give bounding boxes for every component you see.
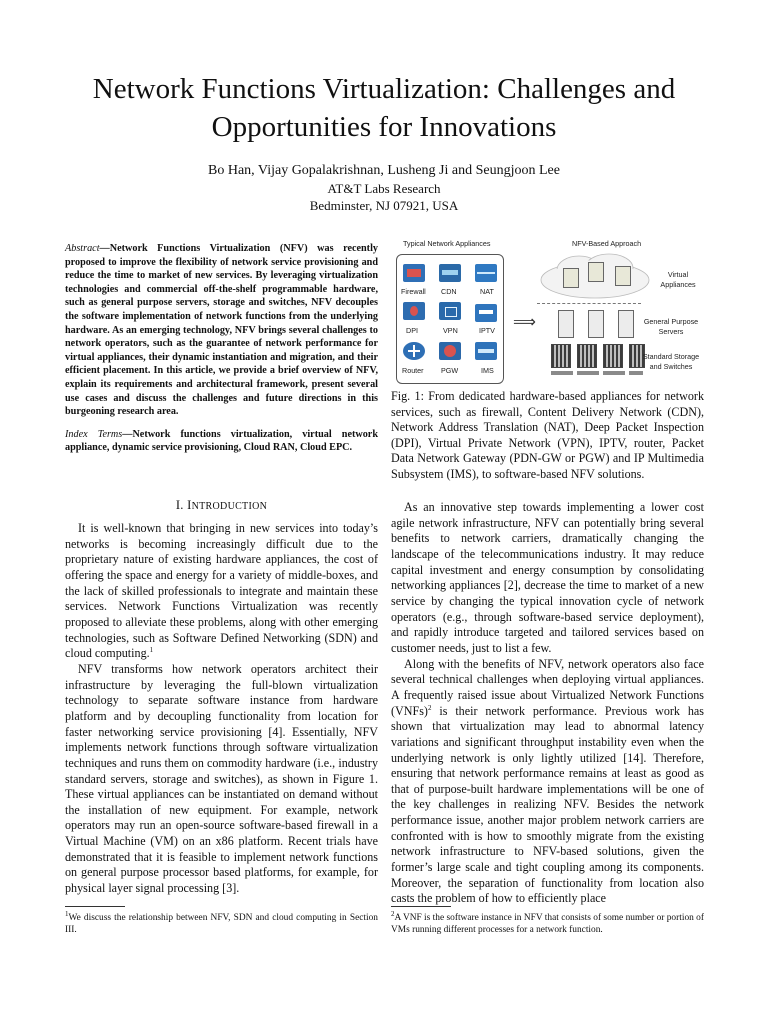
storage-label-2: and Switches xyxy=(649,362,693,371)
index-terms-text: —Network functions virtualization, virtual network appliance, dynamic service provisioning, Cloud RAN, Cloud EPC. xyxy=(65,428,378,454)
footnote-right-text: A VNF is the software instance in NFV that consists of some number or portion of VMs running different processes for a network function. xyxy=(391,913,704,935)
firewall-icon xyxy=(403,264,425,282)
challenges-text-a: Along with the benefits of NFV, network operators also face several technical challenges when deploying virtual appliances. A frequently raised issue about Virtualized Network Functions (VNFs) xyxy=(391,656,704,718)
servers-label-2: Servers xyxy=(658,327,684,336)
index-terms-label: Index Terms xyxy=(65,428,123,440)
ims-icon xyxy=(475,342,497,360)
cdn-icon xyxy=(439,264,461,282)
virtual-appliances-label-1: Virtual xyxy=(667,270,689,279)
section-title-initial: I xyxy=(187,498,192,512)
virtual-appliance-icon xyxy=(563,268,579,288)
storage-icon xyxy=(603,344,623,368)
footnote-rule-right xyxy=(391,906,451,907)
footnote-ref-2: 2 xyxy=(427,703,432,712)
vpn-icon xyxy=(439,302,461,320)
index-terms xyxy=(65,428,378,455)
right-column-body xyxy=(391,500,704,907)
transform-arrow-icon: ⟹ xyxy=(513,312,536,331)
switch-icon xyxy=(551,371,643,375)
appliance-label-nat: NAT xyxy=(480,287,494,296)
section-heading-introduction xyxy=(65,497,378,515)
appliance-label-vpn: VPN xyxy=(443,326,458,335)
figure-left-title: Typical Network Appliances xyxy=(403,239,491,248)
server-icon xyxy=(588,310,604,338)
footnote-left xyxy=(65,909,378,936)
virtual-appliance-icon xyxy=(588,262,604,282)
footnote-right xyxy=(391,909,704,936)
server-icon xyxy=(618,310,634,338)
appliance-label-firewall: Firewall xyxy=(401,287,426,296)
intro-paragraph-1 xyxy=(65,521,378,662)
footnote-mark-2: 2 xyxy=(391,909,395,918)
storage-icon xyxy=(577,344,597,368)
router-icon xyxy=(403,342,425,360)
location: Bedminster, NJ 07921, USA xyxy=(309,198,459,213)
paper-title-line-1: Network Functions Virtualization: Challenges and xyxy=(92,73,676,105)
left-column-body xyxy=(65,521,378,897)
pgw-icon xyxy=(439,342,461,360)
footnote-ref-1: 1 xyxy=(149,646,154,655)
intro-paragraph-1-text: It is well-known that bringing in new services into today’s networks is becoming increasingly difficult due to the proprietary nature of existing hardware appliances, the cost of offering the space and energy for a variety of middle-boxes, and the lack of skilled professionals to integrate and maintain these services. Network Functions Virtualization was recently proposed to alleviate these problems, along with other emerging technologies, such as Software Defined Networking (SDN) and cloud computing. xyxy=(65,521,378,661)
abstract xyxy=(65,242,378,419)
iptv-icon xyxy=(475,304,497,322)
paper-title-line-2: Opportunities for Innovations xyxy=(211,111,557,143)
footnote-rule-left xyxy=(65,906,125,907)
abstract-label: Abstract xyxy=(65,243,100,254)
abstract-text: —Network Functions Virtualization (NFV) was recently proposed to improve the flexibility of network service provisioning and reduce the time to market of new services. By leveraging virtualization technologies and commercial off-the-shelf programmable hardware, such as general purpose servers, storage and switches, NFV decouples the software implementation of network functions from the underlying hardware. As an emerging technology, NFV brings several challenges to network operators, such as the guarantee of network performance for virtual appliances, their dynamic instantiation and migration, and their efficient placement. In this article, we provide a brief overview of NFV, explain its requirements and architectural framework, present several use cases and discuss the challenges and future directions in this burgeoning research area. xyxy=(65,243,378,418)
server-icon xyxy=(558,310,574,338)
appliance-label-iptv: IPTV xyxy=(479,326,495,335)
section-title-rest: NTRODUCTION xyxy=(191,501,268,512)
storage-label-1: Standard Storage xyxy=(642,352,700,361)
virtual-appliances-label-2: Appliances xyxy=(660,280,696,289)
intro-paragraph-2: NFV transforms how network operators architect their infrastructure by leveraging the full-blown virtualization technology to separate software instance from hardware platform and by decoupling functionality from location for faster networking service provisioning [4]. Essentially, NFV implements network functions through software virtualization techniques and runs them on commodity hardware (i.e., industry standard servers, storage and switches), as shown in Figure 1. These virtual appliances can be instantiated on demand without the installation of new equipment. For example, network operators may run an open-source software-based firewall in a Virtual Machine (VM) on an x86 platform. Recent trials have demonstrated that it is feasible to implement network functions on general purpose processor based platforms, for example, for physical layer signal processing [3]. xyxy=(65,661,378,896)
body-paragraph-benefits: As an innovative step towards implementing a lower cost agile network infrastructure, NFV can potentially bring several benefits to network carriers, dramatically changing the landscape of the telecommunications industry. It may reduce capital investment and energy consumption by consolidating networking appliances [2], decrease the time to market of a new service by changing the typical innovation cycle of network operators (e.g., through software-based service deployment), and rapidly introduce targeted and tailored services based on customer needs, just to list a few. xyxy=(391,500,704,655)
appliance-label-cdn: CDN xyxy=(441,287,457,296)
virtual-appliance-icon xyxy=(615,266,631,286)
appliance-label-pgw: PGW xyxy=(441,366,459,375)
abstract-block xyxy=(65,242,378,455)
body-paragraph-challenges xyxy=(391,657,704,908)
section-number: I. xyxy=(175,498,188,512)
figure-1 xyxy=(391,232,709,384)
challenges-text-b: is their network performance. Previous work has shown that virtualization may lead to abnormal latency variations and significant throughput instability even when the underlying network is only lightly utilized [14]. Therefore, ensuring that network performance remains at least as good as that of purpose-built hardware implementations will be one of the key challenges in realizing NFV. Besides the network performance issue, another major problem network carriers are confronted with is how to smoothly migrate from the existing network infrastructure to NFV-based solutions, given the former’s large scale and tight coupling among its components. Moreover, the separation of functionality from location also casts the problem of how to efficiently place xyxy=(391,703,704,906)
affiliation: AT&T Labs Research xyxy=(327,181,441,196)
figure-1-caption: Fig. 1: From dedicated hardware-based appliances for network services, such as firewall, Content Delivery Network (CDN), Network Address Translation (NAT), Deep Packet Inspection (DPI), Virtual Private Network (VPN), IPTV, router, Packet Data Network Gateway (PDN-GW or PGW) and IP Multimedia Subsystem (IMS), to software-based NFV solutions. xyxy=(391,389,704,481)
authors: Bo Han, Vijay Gopalakrishnan, Lusheng Ji and Seungjoon Lee xyxy=(208,163,560,178)
dpi-icon xyxy=(403,302,425,320)
storage-icon xyxy=(551,344,571,368)
appliance-label-ims: IMS xyxy=(481,366,494,375)
appliance-label-dpi: DPI xyxy=(406,326,418,335)
footnote-left-text: We discuss the relationship between NFV, SDN and cloud computing in Section III. xyxy=(65,913,378,935)
appliance-label-router: Router xyxy=(402,366,424,375)
nat-icon xyxy=(475,264,497,282)
figure-right-title: NFV-Based Approach xyxy=(572,239,642,248)
paper-title xyxy=(0,70,768,146)
servers-label-1: General Purpose xyxy=(643,317,699,326)
footnote-mark-1: 1 xyxy=(65,909,69,918)
separator-line xyxy=(537,303,641,304)
